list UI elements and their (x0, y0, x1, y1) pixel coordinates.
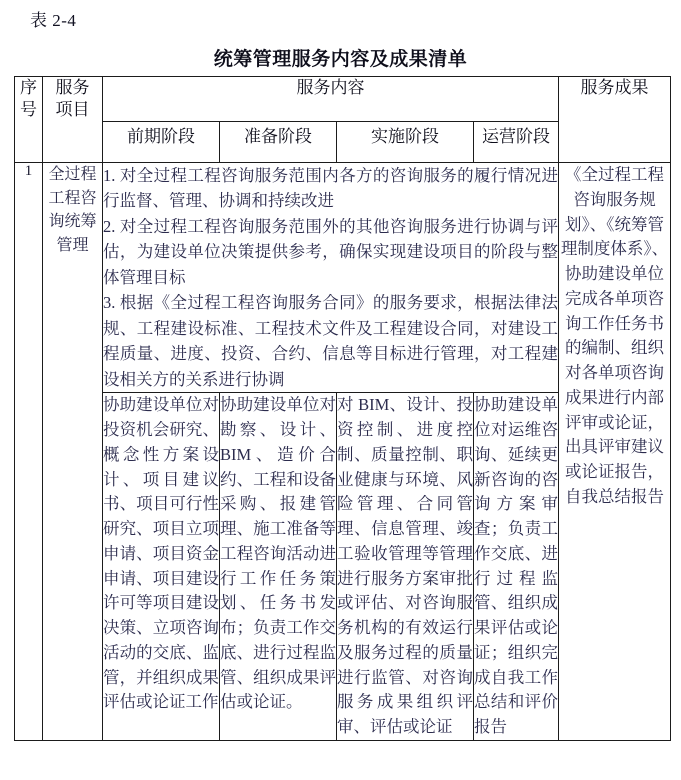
column-header-stage-preliminary: 前期阶段 (103, 122, 220, 163)
column-header-stage-operation: 运营阶段 (474, 122, 559, 163)
column-header-stage-implementation: 实施阶段 (337, 122, 474, 163)
overview-item-3: 3. 根据《全过程工程咨询服务合同》的服务要求，根据法律法规、工程建设标准、工程技术文件及工程建设合同，对建设工程质量、进度、投资、合约、信息等目标进行管理，对工程建设相关方的关系进行协调 (103, 293, 558, 389)
column-header-sequence-line1: 序 (20, 78, 37, 97)
column-header-service-item-line2: 项目 (55, 100, 90, 120)
column-header-sequence (15, 77, 43, 163)
cell-service-result: 《全过程工程咨询服务规划》、《统筹管理制度体系》、协助建设单位完成各单项咨询工作任务书的编制、组织对各单项咨询成果进行内部评审或论证，出具评审建议或论证报告，自我总结报告 (559, 163, 671, 741)
table-body (15, 163, 671, 741)
table-header-row-1 (15, 77, 671, 122)
service-content-table (14, 76, 671, 741)
table-row (15, 163, 671, 393)
table-caption-label: 表 2-4 (30, 11, 77, 30)
column-header-service-result: 服务成果 (559, 77, 671, 163)
cell-service-overview (103, 163, 559, 393)
column-header-service-item (43, 77, 103, 163)
cell-service-item: 全过程工程咨询统筹管理 (43, 163, 103, 741)
column-header-service-item-line1: 服务 (55, 78, 90, 97)
cell-stage-preliminary: 协助建设单位对投资机会研究、概念性方案设计、项目建议书、项目可行性研究、项目立项申请、项目资金申请、项目建设许可等项目建设决策、立项咨询活动的交底、监管，并组织成果评估或论证工作 (103, 393, 220, 741)
table-header (15, 77, 671, 163)
column-header-sequence-line2: 号 (20, 100, 37, 120)
page-title: 统筹管理服务内容及成果清单 (213, 49, 468, 70)
cell-stage-preparation: 协助建设单位对勘察、设计、BIM、造价合约、工程和设备采购、报建管理、施工准备等工程咨询活动进行工作任务策划、任务书发布；负责工作交底、进行过程监管、组织成果评估或论证。 (220, 393, 337, 741)
cell-stage-operation: 协助建设单位对运维咨询、延续更新咨询的咨询方案审查；负责工作交底、进行过程监管、组织成果评估或论证；组织完成自我工作总结和评价报告 (474, 393, 559, 741)
column-header-service-content: 服务内容 (103, 77, 559, 122)
overview-item-1: 1. 对全过程工程咨询服务范围内各方的咨询服务的履行情况进行监督、管理、协调和持续改进 (103, 166, 558, 211)
column-header-stage-preparation: 准备阶段 (220, 122, 337, 163)
cell-stage-implementation: 对 BIM、设计、投资控制、进度控制、质量控制、职业健康与环境、风险管理、合同管理、信息管理、竣工验收管理等管理进行服务方案审批或评估、对咨询服务机构的有效运行及服务过程的质量进行监管、对咨询服务成果组织评审、评估或论证 (337, 393, 474, 741)
cell-sequence-number: 1 (15, 163, 43, 741)
overview-item-2: 2. 对全过程工程咨询服务范围外的其他咨询服务进行协调与评估，为建设单位决策提供参考，确保实现建设项目的阶段与整体管理目标 (103, 216, 558, 287)
